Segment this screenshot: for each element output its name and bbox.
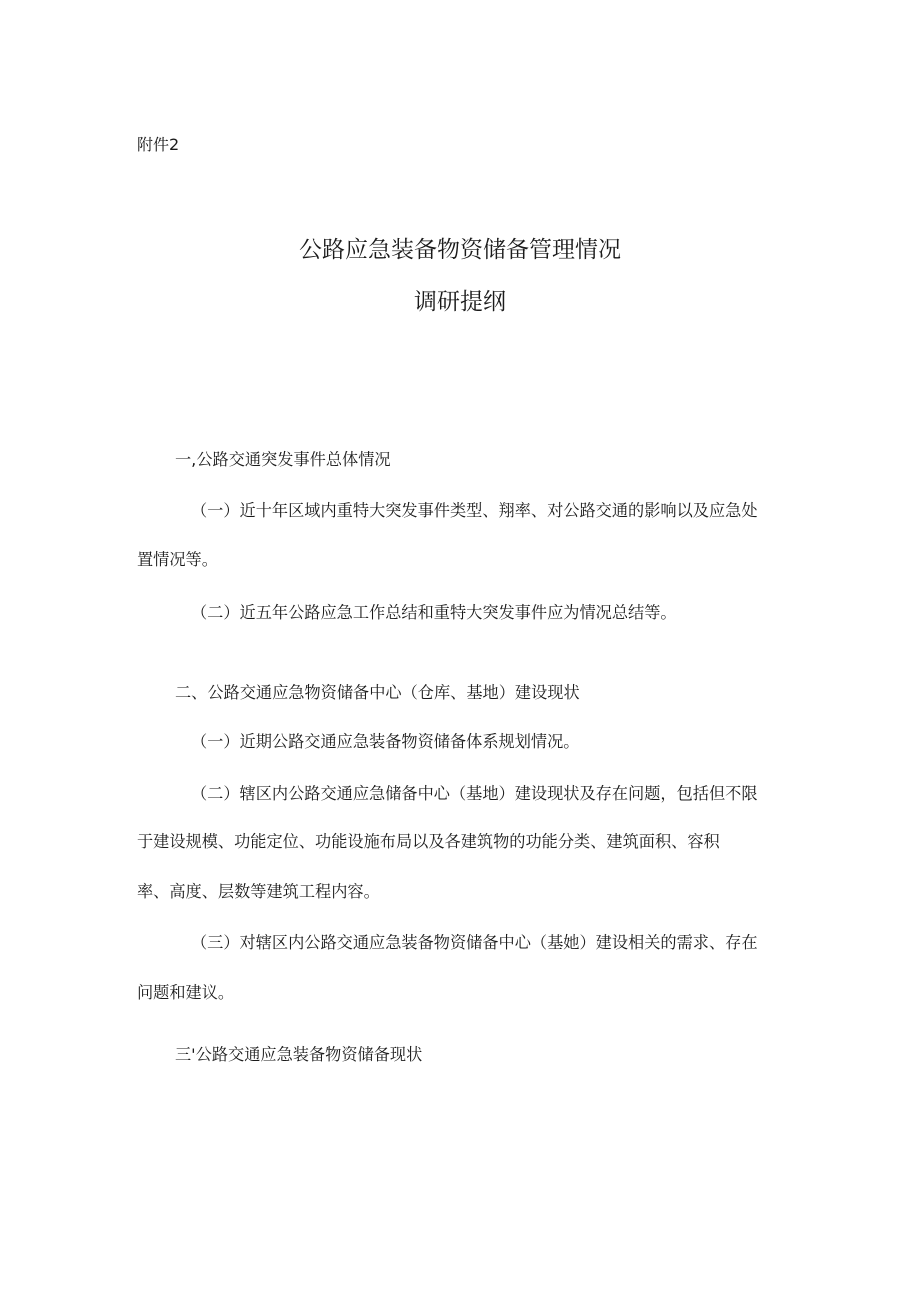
- section-1-item-1-line-2: 置情况等。: [137, 550, 218, 569]
- section-2-item-2-line-2: 于建设规模、功能定位、功能设施布局以及各建筑物的功能分类、建筑面积、容积: [137, 832, 720, 851]
- section-2-item-2-line-3: 率、高度、层数等建筑工程内容。: [137, 882, 380, 901]
- attachment-label: 附件2: [137, 135, 180, 154]
- section-1-heading: 一,公路交通突发事件总体情况: [175, 450, 391, 469]
- section-2-item-3-line-2: 问题和建议。: [137, 983, 235, 1002]
- section-2-item-1: （一）近期公路交通应急装备物资储备体系规划情况。: [191, 732, 580, 751]
- section-1-item-1-line-1: （一）近十年区域内重特大突发事件类型、翔率、对公路交通的影响以及应急处: [191, 501, 758, 520]
- document-title-line-1: 公路应急装备物资储备管理情况: [299, 237, 621, 263]
- section-1-item-2: （二）近五年公路应急工作总结和重特大突发事件应为情况总结等。: [191, 603, 677, 622]
- section-2-heading: 二、公路交通应急物资储备中心（仓库、基地）建设现状: [175, 683, 580, 702]
- section-2-item-3-line-1: （三）对辖区内公路交通应急装备物资储备中心（基她）建设相关的需求、存在: [191, 933, 758, 952]
- document-title-line-2: 调研提纲: [414, 289, 506, 315]
- section-3-heading: 三'公路交通应急装备物资储备现状: [175, 1045, 423, 1064]
- section-2-item-2-line-1: （二）辖区内公路交通应急储备中心（基地）建设现状及存在问题，包括但不限: [191, 784, 758, 803]
